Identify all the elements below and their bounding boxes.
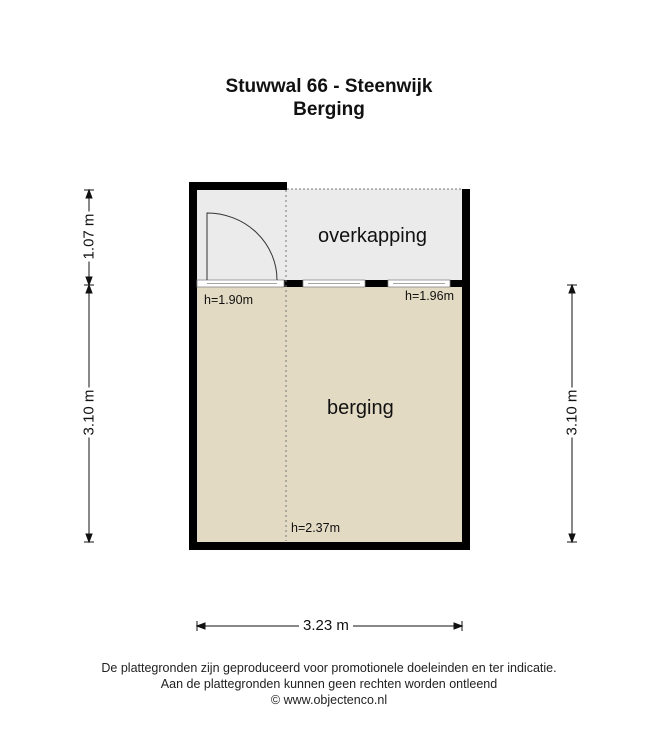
room-label-overkapping: overkapping <box>318 225 427 247</box>
dimension-bottom: 3.23 m <box>299 617 353 634</box>
dimension-left-top: 1.07 m <box>81 212 98 262</box>
disclaimer-line-1: De plattegronden zijn geproduceerd voor promotionele doeleinden en ter indicatie. <box>101 661 557 675</box>
dimension-left-bottom: 3.10 m <box>81 388 98 438</box>
height-label-left: h=1.90m <box>204 293 253 307</box>
windows <box>197 280 450 287</box>
room-label-berging: berging <box>327 397 394 419</box>
plan-title: Stuwwal 66 - Steenwijk <box>225 76 433 97</box>
dimension-right: 3.10 m <box>564 388 581 438</box>
disclaimer-line-2: Aan de plattegronden kunnen geen rechten worden ontleend <box>160 677 498 691</box>
height-label-bottom: h=2.37m <box>291 521 340 535</box>
height-label-right: h=1.96m <box>405 289 454 303</box>
plan-subtitle: Berging <box>293 99 365 120</box>
copyright-link[interactable]: © www.objectenco.nl <box>270 693 388 707</box>
